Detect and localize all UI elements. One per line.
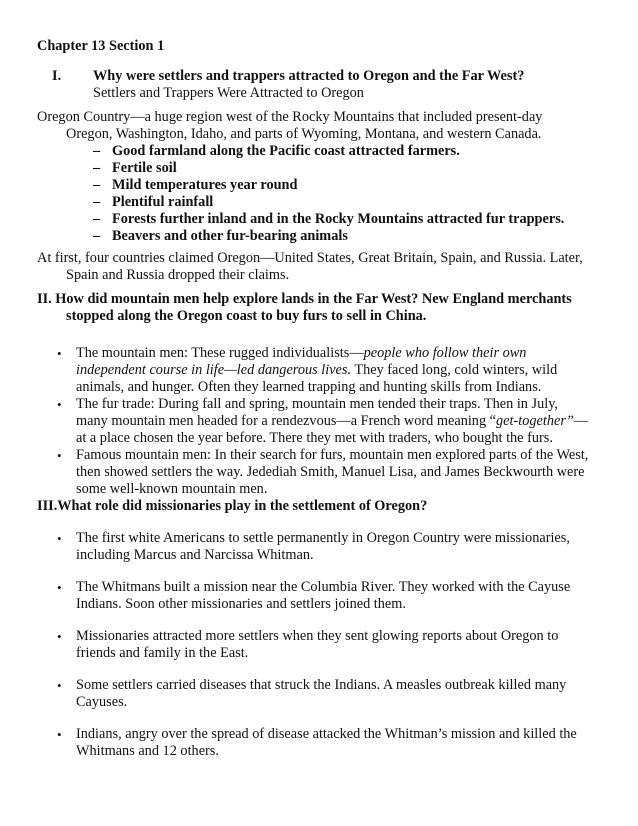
bullet-marker: • xyxy=(57,678,62,693)
list-item-line-1: The Whitmans built a mission near the Columbia River. They worked with the Cayuse xyxy=(76,579,571,595)
list-item-line-2: friends and family in the East. xyxy=(76,645,249,661)
claims-line-2: Spain and Russia dropped their claims. xyxy=(66,267,290,283)
famous-men-line-2: then showed settlers the way. Jedediah Smith, Manuel Lisa, and James Beckwourth were xyxy=(76,464,585,480)
mountain-men-line-3: animals, and hunger. Often they learned trapping and hunting skills from Indians. xyxy=(76,379,542,395)
dash-marker: – xyxy=(93,160,101,176)
list-item-line-2: Cayuses. xyxy=(76,694,128,710)
attraction-item: Fertile soil xyxy=(112,160,177,176)
famous-men-line-3: some well-known mountain men. xyxy=(76,481,268,497)
bullet-marker: • xyxy=(57,346,62,361)
list-item-line-1: The first white Americans to settle permanently in Oregon Country were missionaries, xyxy=(76,530,570,546)
attraction-item: Forests further inland and in the Rocky Mountains attracted fur trappers. xyxy=(112,211,565,227)
dash-marker: – xyxy=(93,194,101,210)
definition-text: get-together” xyxy=(496,413,574,429)
section-3-heading: III.What role did missionaries play in the settlement of Oregon? xyxy=(37,498,428,514)
oregon-definition-line-2: Oregon, Washington, Idaho, and parts of Wyoming, Montana, and western Canada. xyxy=(66,126,542,142)
fur-trade-line-3: at a place chosen the year before. There they met with traders, who bought the furs. xyxy=(76,430,553,446)
attraction-item: Mild temperatures year round xyxy=(112,177,298,193)
list-item-line-2: Indians. Soon other missionaries and settlers joined them. xyxy=(76,596,406,612)
text-run: The mountain men: These rugged individualists— xyxy=(76,345,364,361)
attraction-item: Beavers and other fur-bearing animals xyxy=(112,228,348,244)
dash-marker: – xyxy=(93,143,101,159)
fur-trade-line-1: The fur trade: During fall and spring, mountain men tended their traps. Then in July, xyxy=(76,396,559,412)
bullet-marker: • xyxy=(57,580,62,595)
text-run: They faced long, cold winters, wild xyxy=(351,362,558,378)
text-run: many mountain men headed for a rendezvous—a French word meaning “ xyxy=(76,413,497,429)
text-run: — xyxy=(573,413,589,429)
dash-marker: – xyxy=(93,211,101,227)
section-2-heading-line-1: II. How did mountain men help explore lands in the Far West? New England merchants xyxy=(37,291,572,307)
mountain-men-line-2 xyxy=(76,362,557,379)
famous-men-line-1: Famous mountain men: In their search for furs, mountain men explored parts of the West, xyxy=(76,447,589,463)
section-1-question: Why were settlers and trappers attracted to Oregon and the Far West? xyxy=(93,68,525,84)
bullet-marker: • xyxy=(57,727,62,742)
list-item-line-2: including Marcus and Narcissa Whitman. xyxy=(76,547,314,563)
list-item-line-1: Some settlers carried diseases that struck the Indians. A measles outbreak killed many xyxy=(76,677,567,693)
mountain-men-line-1 xyxy=(76,345,526,362)
bullet-marker: • xyxy=(57,397,62,412)
bullet-marker: • xyxy=(57,629,62,644)
attraction-item: Plentiful rainfall xyxy=(112,194,214,210)
list-item-line-1: Missionaries attracted more settlers when they sent glowing reports about Oregon to xyxy=(76,628,559,644)
dash-marker: – xyxy=(93,177,101,193)
definition-text: independent course in life—led dangerous lives. xyxy=(76,362,352,378)
section-2-heading-line-2: stopped along the Oregon coast to buy furs to sell in China. xyxy=(66,308,427,324)
chapter-heading: Chapter 13 Section 1 xyxy=(37,38,165,54)
dash-marker: – xyxy=(93,228,101,244)
bullet-marker: • xyxy=(57,448,62,463)
section-1-numeral: I. xyxy=(52,68,62,84)
oregon-definition-line-1: Oregon Country—a huge region west of the Rocky Mountains that included present-day xyxy=(37,109,543,125)
list-item-line-2: Whitmans and 12 others. xyxy=(76,743,219,759)
bullet-marker: • xyxy=(57,531,62,546)
section-1-subtitle: Settlers and Trappers Were Attracted to Oregon xyxy=(93,85,364,101)
list-item-line-1: Indians, angry over the spread of disease attacked the Whitman’s mission and killed the xyxy=(76,726,577,742)
attraction-item: Good farmland along the Pacific coast attracted farmers. xyxy=(112,143,460,159)
claims-line-1: At first, four countries claimed Oregon—United States, Great Britain, Spain, and Russia. Later, xyxy=(37,250,583,266)
definition-text: people who follow their own xyxy=(363,345,527,361)
fur-trade-line-2 xyxy=(76,413,588,430)
